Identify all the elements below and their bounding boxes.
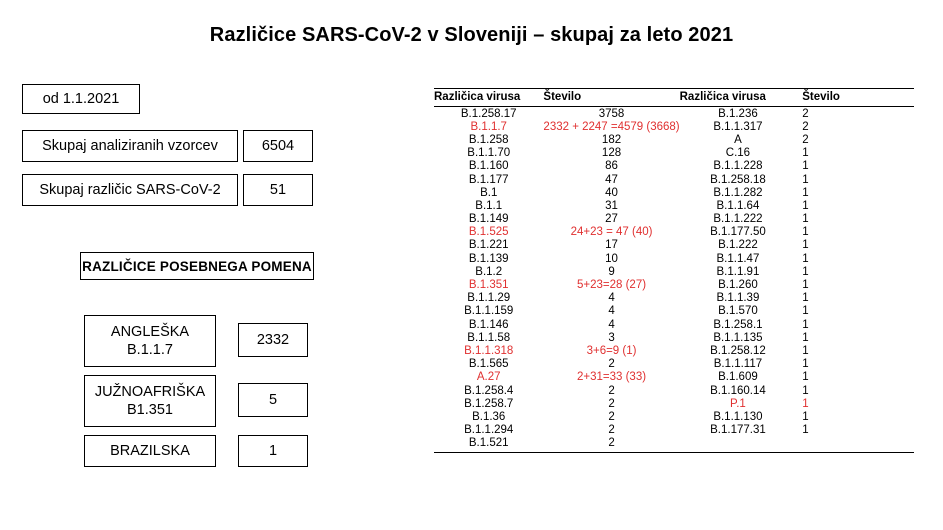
cell-variant-name: B.1.1.39	[716, 292, 760, 305]
cell-variant-count: 1	[802, 410, 809, 423]
cell-variant-name: B.1.258	[468, 133, 509, 146]
cell-variant-name: B.1.258.1	[713, 318, 763, 331]
cell-variant-name: B.1.570	[718, 305, 758, 318]
cell-variant-name: B.1.1.64	[716, 199, 760, 212]
page-title: Različice SARS-CoV-2 v Sloveniji – skupaj za leto 2021	[209, 24, 734, 46]
table-row	[434, 120, 914, 133]
cell-variant-name: B.1.139	[468, 252, 509, 265]
table-row	[434, 199, 914, 212]
table-row	[434, 292, 914, 305]
cell-variant-count: 1	[802, 305, 809, 318]
cell-variant-count: 4	[608, 292, 615, 305]
variant-southafrican-label	[84, 375, 216, 427]
cell-variant-count: 2	[802, 107, 809, 120]
table-row	[434, 331, 914, 344]
table-row	[434, 107, 914, 121]
cell-variant-name: B.1.1.29	[467, 292, 511, 305]
variant-brazilian-value: 1	[238, 435, 308, 467]
table-row	[434, 424, 914, 437]
cell-variant-name: B.1.260	[718, 279, 758, 292]
cell-variant-name: B.1.236	[718, 107, 758, 120]
cell-variant-name: B.1.177.31	[710, 424, 766, 437]
cell-variant-count: 1	[802, 239, 809, 252]
table-row	[434, 239, 914, 252]
cell-variant-count: 5+23=28 (27)	[576, 279, 647, 292]
table-row	[434, 186, 914, 199]
cell-variant-count: 2	[608, 410, 615, 423]
table-row	[434, 133, 914, 146]
cell-variant-count: 2	[802, 133, 809, 146]
cell-variant-count: 17	[605, 239, 618, 252]
cell-variant-name: B.1	[480, 186, 498, 199]
table-row	[434, 410, 914, 423]
cell-variant-count: 86	[605, 160, 618, 173]
table-row	[434, 213, 914, 226]
column-header-variant-2: Različica virusa	[680, 89, 797, 107]
cell-variant-count: 10	[605, 252, 618, 265]
variants-table-wrapper	[434, 88, 914, 453]
cell-variant-count: 1	[802, 213, 809, 226]
cell-variant-name: B.1.222	[718, 239, 758, 252]
cell-variant-count: 47	[605, 173, 618, 186]
cell-variant-count: 2332 + 2247 =4579 (3668)	[543, 120, 680, 133]
cell-variant-name: B.1.1.47	[716, 252, 760, 265]
cell-variant-name: B.1.1.228	[713, 160, 763, 173]
cell-variant-count: 1	[802, 344, 809, 357]
cell-variant-name: B.1.1.282	[713, 186, 763, 199]
cell-variant-count: 4	[608, 318, 615, 331]
cell-variant-name: B.1.258.7	[464, 397, 514, 410]
cell-variant-name: B.1.1.130	[713, 410, 763, 423]
cell-variant-name: B.1.1.58	[467, 331, 511, 344]
cell-variant-name: B.1.258.17	[460, 107, 517, 120]
table-row	[434, 437, 914, 453]
cell-variant-name: B.1.521	[434, 437, 543, 453]
cell-variant-name: B.1.160	[468, 160, 509, 173]
cell-variant-count: 31	[605, 199, 618, 212]
table-row	[434, 252, 914, 265]
cell-variant-count: 1	[802, 397, 809, 410]
table-row	[434, 147, 914, 160]
cell-variant-name: P.1	[730, 397, 746, 410]
cell-variant-count: 1	[802, 265, 809, 278]
total-variants-value: 51	[243, 174, 313, 206]
cell-variant-name: B.1.1.294	[464, 424, 514, 437]
cell-variant-name: B.1.177.50	[710, 226, 766, 239]
cell-variant-count: 2	[802, 120, 809, 133]
cell-variant-count: 2	[543, 437, 679, 453]
cell-variant-count: 1	[802, 147, 809, 160]
cell-variant-name: B.1.1.159	[464, 305, 514, 318]
variant-brazilian-label: BRAZILSKA	[84, 435, 216, 467]
cell-variant-count: 1	[802, 358, 809, 371]
table-row	[434, 265, 914, 278]
cell-variant-name: B.1.1.91	[716, 265, 760, 278]
column-header-variant-1: Različica virusa	[434, 89, 543, 107]
cell-variant-name: B.1.1.318	[464, 344, 514, 357]
variant-southafrican-lineage: B1.351	[127, 402, 173, 418]
cell-variant-name: B.1.1.7	[470, 120, 507, 133]
table-row	[434, 318, 914, 331]
cell-variant-name: B.1.565	[468, 358, 509, 371]
cell-variant-name: B.1.525	[468, 226, 509, 239]
cell-variant-count: 9	[608, 265, 615, 278]
table-body	[434, 107, 914, 453]
cell-variant-name: B.1.609	[718, 371, 758, 384]
cell-variant-count: 1	[802, 318, 809, 331]
total-samples-label: Skupaj analiziranih vzorcev	[22, 130, 238, 162]
cell-variant-count: 2	[608, 424, 615, 437]
cell-variant-name: B.1.1.70	[467, 147, 511, 160]
cell-variant-name: B.1.146	[468, 318, 509, 331]
table-row	[434, 226, 914, 239]
table-row	[434, 160, 914, 173]
variant-southafrican-name: JUŽNOAFRIŠKA	[94, 383, 206, 400]
table-row	[434, 397, 914, 410]
variant-english-label	[84, 315, 216, 367]
cell-variant-count: 1	[802, 292, 809, 305]
column-header-count-2: Število	[796, 89, 914, 107]
cell-variant-count: 2	[608, 384, 615, 397]
total-variants-label: Skupaj različic SARS-CoV-2	[22, 174, 238, 206]
table-row	[434, 371, 914, 384]
variant-english-lineage: B.1.1.7	[127, 342, 173, 358]
table-header	[434, 89, 914, 107]
variant-english-name: ANGLEŠKA	[110, 323, 190, 340]
date-box: od 1.1.2021	[22, 84, 140, 114]
cell-variant-name: B.1.177	[468, 173, 509, 186]
cell-variant-count: 1	[802, 371, 809, 384]
cell-variant-name: B.1.2	[475, 265, 503, 278]
cell-variant-count: 1	[802, 226, 809, 239]
cell-variant-count: 24+23 = 47 (40)	[570, 226, 653, 239]
cell-variant-count: 1	[802, 160, 809, 173]
table-row	[434, 305, 914, 318]
cell-variant-count: 1	[802, 279, 809, 292]
cell-variant-count: 182	[601, 133, 622, 146]
cell-variant-name: B.1.1.222	[713, 213, 763, 226]
cell-variant-count: 4	[608, 305, 615, 318]
cell-variant-count: 3	[608, 331, 615, 344]
table-row	[434, 344, 914, 357]
cell-variant-count: 27	[605, 213, 618, 226]
table-row	[434, 384, 914, 397]
cell-variant-count: 3+6=9 (1)	[586, 344, 637, 357]
variant-english-value: 2332	[238, 323, 308, 357]
cell-variant-name	[680, 437, 797, 453]
cell-variant-count: 2+31=33 (33)	[576, 371, 647, 384]
cell-variant-count: 40	[605, 186, 618, 199]
table-row	[434, 278, 914, 291]
cell-variant-name: A.27	[476, 371, 501, 384]
cell-variant-name: B.1.221	[468, 239, 509, 252]
total-samples-value: 6504	[243, 130, 313, 162]
cell-variant-count: 1	[802, 186, 809, 199]
cell-variant-name: B.1.1.135	[713, 331, 763, 344]
cell-variant-name: B.1.1.117	[713, 358, 763, 371]
cell-variant-count: 1	[802, 199, 809, 212]
cell-variant-name: B.1.160.14	[710, 384, 766, 397]
table-row	[434, 173, 914, 186]
cell-variant-count: 1	[802, 424, 809, 437]
cell-variant-name: B.1.258.18	[710, 173, 766, 186]
cell-variant-name: B.1.1	[475, 199, 503, 212]
cell-variant-name: C.16	[725, 147, 751, 160]
table-header-row	[434, 89, 914, 107]
cell-variant-count: 128	[601, 147, 622, 160]
cell-variant-count: 1	[802, 173, 809, 186]
cell-variant-count	[796, 437, 914, 453]
cell-variant-count: 1	[802, 252, 809, 265]
cell-variant-name: B.1.258.4	[464, 384, 514, 397]
cell-variant-count: 2	[608, 397, 615, 410]
cell-variant-count: 1	[802, 384, 809, 397]
cell-variant-name: B.1.1.317	[713, 120, 763, 133]
cell-variant-name: B.1.149	[468, 213, 509, 226]
cell-variant-count: 1	[802, 331, 809, 344]
variants-table	[434, 88, 914, 453]
cell-variant-name: B.1.258.12	[710, 344, 766, 357]
cell-variant-count: 2	[608, 358, 615, 371]
column-header-count-1: Število	[543, 89, 679, 107]
cell-variant-name: B.1.36	[472, 410, 506, 423]
table-row	[434, 358, 914, 371]
cell-variant-count: 3758	[598, 107, 625, 120]
variant-southafrican-value: 5	[238, 383, 308, 417]
cell-variant-name: A	[734, 133, 742, 146]
cell-variant-name: B.1.351	[468, 279, 509, 292]
special-variants-header: RAZLIČICE POSEBNEGA POMENA	[80, 252, 314, 280]
